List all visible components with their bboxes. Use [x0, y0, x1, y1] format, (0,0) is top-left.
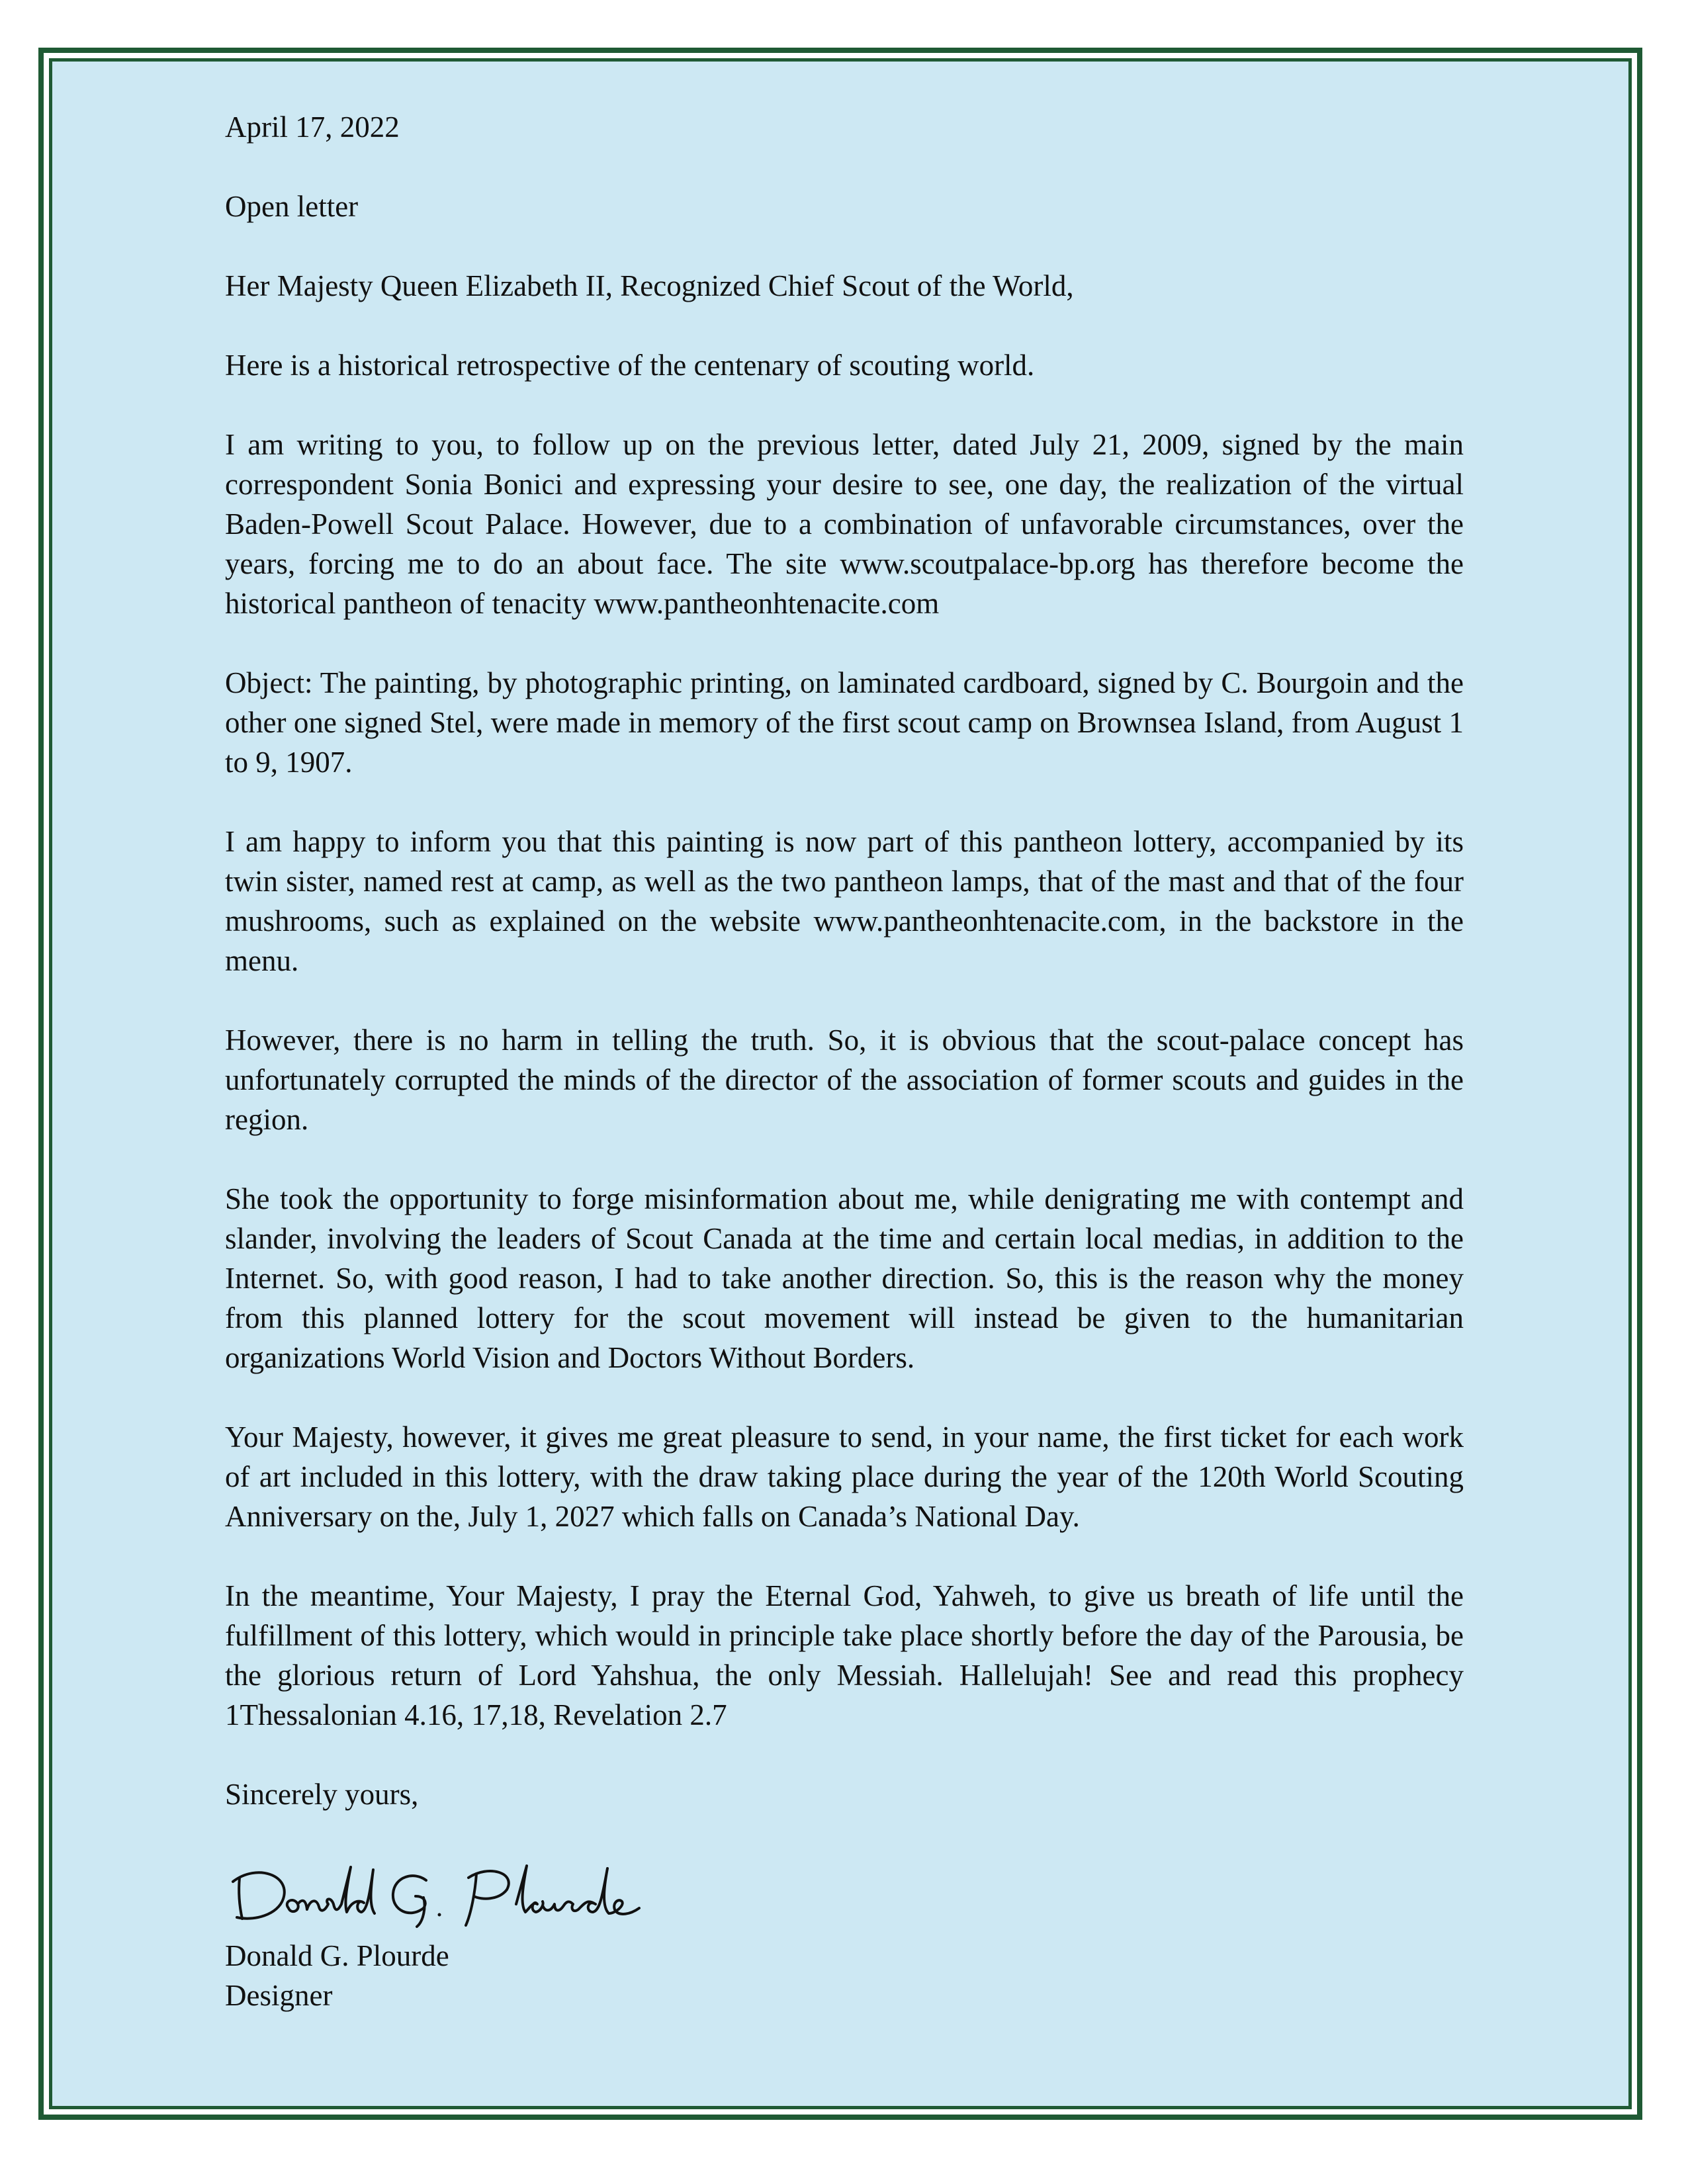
signer-name: Donald G. Plourde: [225, 1939, 449, 1972]
letter-paragraph: Your Majesty, however, it gives me great pleasure to send, in your name, the first ticket for each work of art included in this lottery, with the draw taking place during the year of the 120th World Scouting Anniversary on the, July 1, 2027 which falls on Canada’s National Day.: [225, 1420, 1464, 1533]
letter-paragraph: Object: The painting, by photographic printing, on laminated cardboard, signed by C. Bourgoin and the other one signed Stel, were made in memory of the first scout camp on Brownsea Island, from August 1 to 9, 1907.: [225, 666, 1464, 779]
letter-body: [225, 107, 1464, 2015]
letter-paragraph: In the meantime, Your Majesty, I pray the Eternal God, Yahweh, to give us breath of life until the fulfillment of this lottery, which would in principle take place shortly before the day of the Parousia, be the glorious return of Lord Yahshua, the only Messiah. Hallelujah! See and read this prophecy 1Thessalonian 4.16, 17,18, Revelation 2.7: [225, 1579, 1464, 1731]
letter-paragraph: I am writing to you, to follow up on the previous letter, dated July 21, 2009, signed by the main correspondent Sonia Bonici and expressing your desire to see, one day, the realization of the virtual Baden-Powell Scout Palace. However, due to a combination of unfavorable circumstances, over the years, forcing me to do an about face. The site www.scoutpalace-bp.org has therefore become the historical pantheon of tenacity www.pantheonhtenacite.com: [225, 428, 1464, 620]
letter-paragraph: I am happy to inform you that this painting is now part of this pantheon lottery, accompanied by its twin sister, named rest at camp, as well as the two pantheon lamps, that of the mast and that of the four mushrooms, such as explained on the website www.pantheonhtenacite.com, in the backstore in the menu.: [225, 825, 1464, 977]
signer-title: Designer: [225, 1979, 333, 2012]
letter-date: April 17, 2022: [225, 110, 400, 144]
handwritten-signature: [225, 1854, 1464, 1936]
signature-graphic: [225, 1858, 648, 1932]
letter-closing: Sincerely yours,: [225, 1778, 419, 1811]
letter-salutation: Her Majesty Queen Elizabeth II, Recognized Chief Scout of the World,: [225, 269, 1074, 302]
letter-paragraph: She took the opportunity to forge misinformation about me, while denigrating me with contempt and slander, involving the leaders of Scout Canada at the time and certain local medias, in addition to the Internet. So, with good reason, I had to take another direction. So, this is the reason why the money from this planned lottery for the scout movement will instead be given to the humanitarian organizations World Vision and Doctors Without Borders.: [225, 1182, 1464, 1374]
letter-paragraph: Here is a historical retrospective of the centenary of scouting world.: [225, 349, 1035, 382]
letter-type: Open letter: [225, 190, 359, 223]
letter-paragraph: However, there is no harm in telling the truth. So, it is obvious that the scout-palace concept has unfortunately corrupted the minds of the director of the association of former scouts and guides in the region.: [225, 1024, 1464, 1136]
